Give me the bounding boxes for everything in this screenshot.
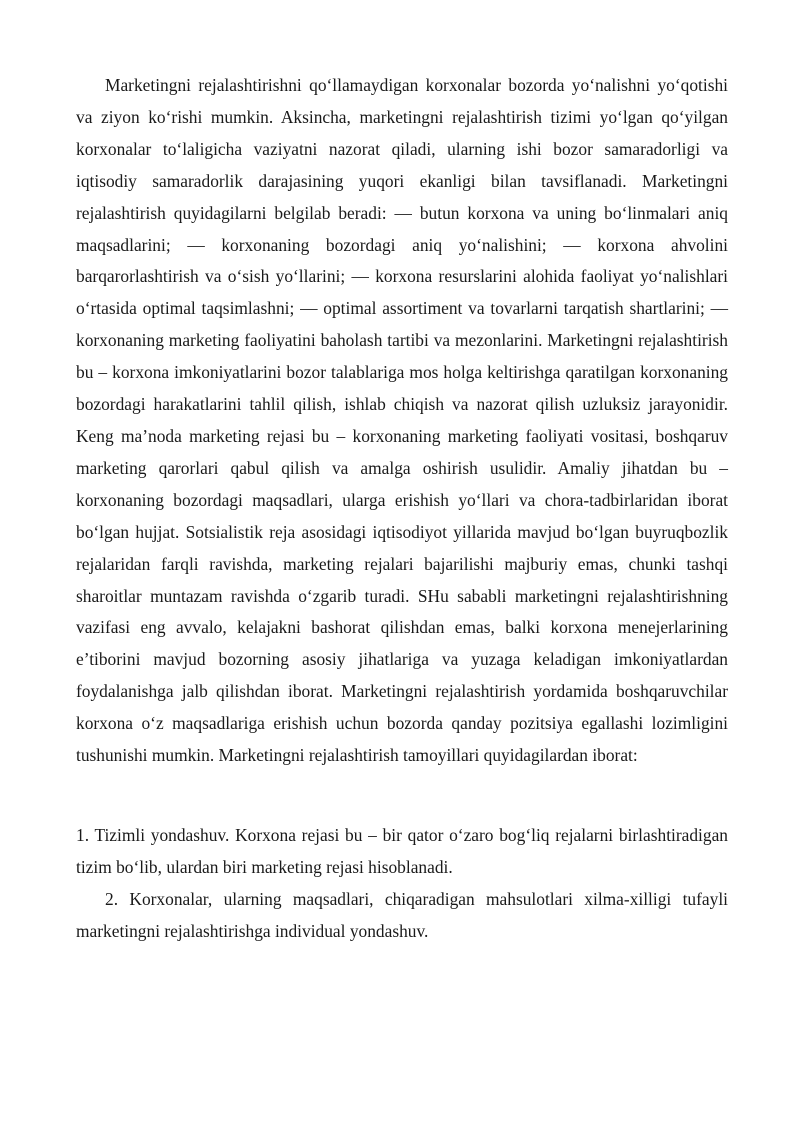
body-paragraph-intro: Marketingni rejalashtirishni qo‘llamaydigan korxonalar bozorda yo‘nalishni yo‘qotishi va ziyon ko‘rishi mumkin. Aksincha, marketingni rejalashtirish tizimi yo‘lgan qo‘yilgan korxonalar to‘laligicha vaziyatni nazorat qiladi, ularning ishi bozor samaradorligi va iqtisodiy samaradorlik darajasining yuqori ekanligi bilan tavsiflanadi. Marketingni rejalashtirish quyidagilarni belgilab beradi: — butun korxona va uning bo‘linmalari aniq maqsadlarini; — korxonaning bozordagi aniq yo‘nalishini; — korxona ahvolini barqarorlashtirish va o‘sish yo‘llarini; — korxona resurslarini alohida faoliyat yo‘nalishlari o‘rtasida optimal taqsimlashni; — optimal assortiment va tovarlarni tarqatish shartlarini; — korxonaning marketing faoliyatini baholash tartibi va mezonlarini. Marketingni rejalashtirish bu – korxona imkoniyatlarini bozor talablariga mos holga keltirishga qaratilgan korxonaning bozordagi harakatlarini tahlil qilish, ishlab chiqish va nazorat qilish uzluksiz jarayonidir. Keng ma’noda marketing rejasi bu – korxonaning marketing faoliyati vositasi, boshqaruv marketing qarorlari qabul qilish va amalga oshirish usulidir. Amaliy jihatdan bu – korxonaning bozordagi maqsadlari, ularga erishish yo‘llari va chora-tadbirlaridan iborat bo‘lgan hujjat. Sotsialistik reja asosidagi iqtisodiyot yillarida mavjud bo‘lgan buyruqbozlik rejalaridan farqli ravishda, marketing rejalari bajarilishi majburiy emas, chunki tashqi sharoitlar muntazam ravishda o‘zgarib turadi. SHu sababli marketingni rejalashtirishning vazifasi eng avvalo, kelajakni bashorat qilishdan emas, balki korxona menejerlarining e’tiborini mavjud bozorning asosiy jihatlariga va yuzaga keladigan imkoniyatlardan foydalanishga jalb qilishdan iborat. Marketingni rejalashtirish yordamida boshqaruvchilar korxona o‘z maqsadlariga erishish uchun bozorda qanday pozitsiya egallashi lozimligini tushunishi mumkin. Marketingni rejalashtirish tamoyillari quyidagilardan iborat: [76, 75, 728, 766]
principle-item-2: 2. Korxonalar, ularning maqsadlari, chiqaradigan mahsulotlari xilma-xilligi tufayli marketingni rejalashtirishga individual yondashuv. [76, 888, 728, 941]
principle-item-1: 1. Tizimli yondashuv. Korxona rejasi bu – bir qator o‘zaro bog‘liq rejalarni birlashtiradigan tizim bo‘lib, ulardan biri marketing rejasi hisoblanadi. [76, 824, 728, 877]
